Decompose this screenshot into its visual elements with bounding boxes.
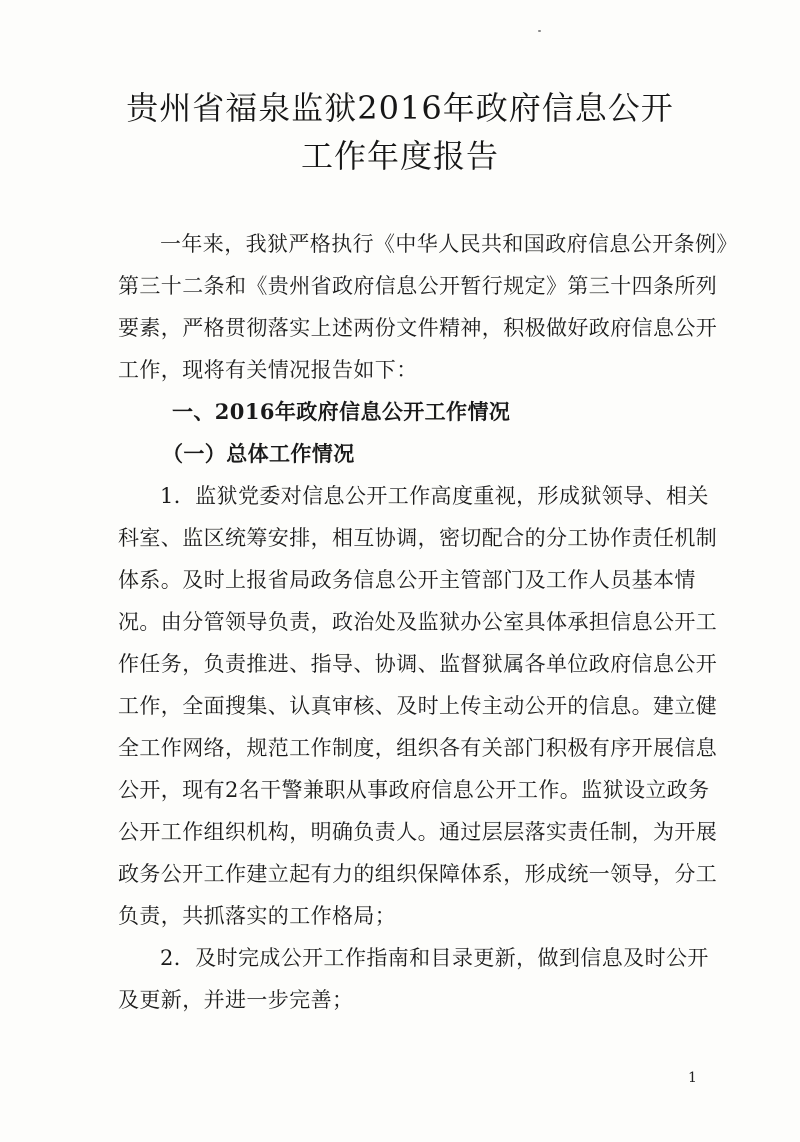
intro-line: 工作，现将有关情况报告如下： bbox=[118, 358, 418, 382]
intro-line: 要素，严格贯彻落实上述两份文件精神，积极做好政府信息公开 bbox=[118, 316, 718, 340]
item1-line: 体系。及时上报省局政务信息公开主管部门及工作人员基本情 bbox=[118, 568, 696, 592]
item1-line: 1．监狱党委对信息公开工作高度重视，形成狱领导、相关 bbox=[160, 484, 709, 508]
intro-line: 第三十二条和《贵州省政府信息公开暂行规定》第三十四条所列 bbox=[118, 274, 718, 298]
item1-line: 工作，全面搜集、认真审核、及时上传主动公开的信息。建立健 bbox=[118, 694, 718, 718]
page-number: 1 bbox=[688, 1070, 697, 1086]
item1-line: 况。由分管领导负责，政治处及监狱办公室具体承担信息公开工 bbox=[118, 610, 718, 634]
item1-line: 全工作网络，规范工作制度，组织各有关部门积极有序开展信息 bbox=[118, 736, 718, 760]
item1-line: 公开工作组织机构，明确负责人。通过层层落实责任制，为开展 bbox=[118, 820, 718, 844]
item1-line: 负责，共抓落实的工作格局； bbox=[118, 904, 397, 928]
scan-speck bbox=[538, 30, 541, 32]
item1-line: 政务公开工作建立起有力的组织保障体系，形成统一领导，分工 bbox=[118, 862, 718, 886]
item1-line: 公开，现有2名干警兼职从事政府信息公开工作。监狱设立政务 bbox=[118, 778, 710, 802]
section-heading: 一、2016年政府信息公开工作情况 bbox=[172, 399, 511, 424]
document-title-line-2: 工作年度报告 bbox=[300, 137, 499, 175]
item1-line: 科室、监区统筹安排，相互协调，密切配合的分工协作责任机制 bbox=[118, 526, 718, 550]
subsection-heading: （一）总体工作情况 bbox=[162, 441, 355, 466]
intro-line: 一年来，我狱严格执行《中华人民共和国政府信息公开条例》 bbox=[160, 232, 738, 256]
item2-line: 及更新，并进一步完善； bbox=[118, 988, 354, 1012]
document-title-line-1: 贵州省福泉监狱2016年政府信息公开 bbox=[126, 89, 674, 127]
item2-line: 2．及时完成公开工作指南和目录更新，做到信息及时公开 bbox=[160, 946, 709, 970]
item1-line: 作任务，负责推进、指导、协调、监督狱属各单位政府信息公开 bbox=[118, 652, 718, 676]
